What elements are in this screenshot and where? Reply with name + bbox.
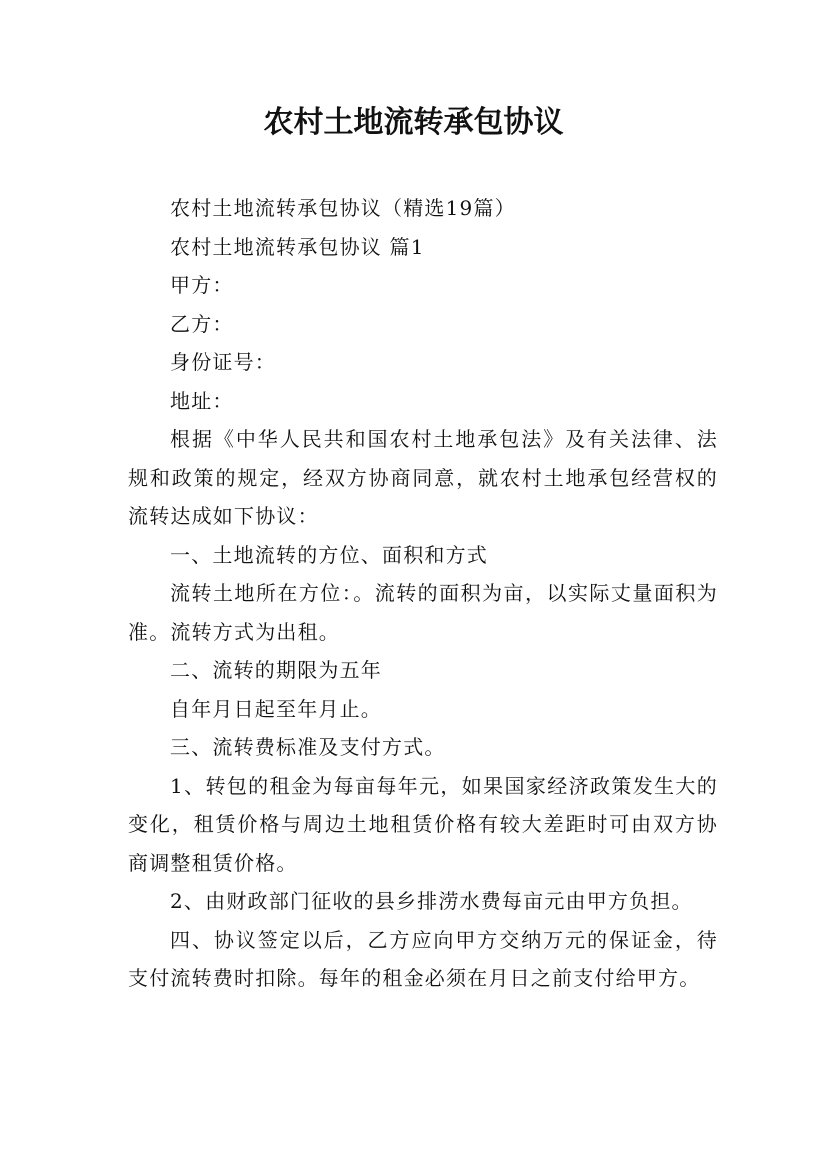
paragraph-clause-2: 二、流转的期限为五年 xyxy=(170,658,382,682)
paragraph-drainage-fee: 2、由财政部门征收的县乡排涝水费每亩元由甲方负担。 xyxy=(170,889,693,913)
document-title: 农村土地流转承包协议 xyxy=(263,105,564,140)
paragraph-clause-1: 一、土地流转的方位、面积和方式 xyxy=(170,542,488,567)
paragraph-section-heading: 农村土地流转承包协议 篇1 xyxy=(170,234,425,259)
paragraph-party-b: 乙方： xyxy=(170,311,234,336)
paragraph-id-number: 身份证号： xyxy=(170,350,276,374)
document-body xyxy=(128,189,718,998)
paragraph-subtitle: 农村土地流转承包协议（精选19篇） xyxy=(170,196,516,220)
paragraph-clause-3: 三、流转费标准及支付方式。 xyxy=(170,735,446,759)
paragraph-rent: 1、转包的租金为每亩每年元，如果国家经济政策发生大的变化，租赁价格与周边土地租赁价格有较大差距时可由双方协商调整租赁价格。 xyxy=(128,773,718,875)
paragraph-location-area: 流转土地所在方位：。流转的面积为亩，以实际丈量面积为准。流转方式为出租。 xyxy=(128,581,718,644)
paragraph-basis: 根据《中华人民共和国农村土地承包法》及有关法律、法规和政策的规定，经双方协商同意，就农村土地承包经营权的流转达成如下协议： xyxy=(128,427,718,528)
paragraph-term: 自年月日起至年月止。 xyxy=(170,696,382,721)
paragraph-address: 地址： xyxy=(170,388,234,413)
paragraph-clause-4: 四、协议签定以后，乙方应向甲方交纳万元的保证金，待支付流转费时扣除。每年的租金必须在月日之前支付给甲方。 xyxy=(128,927,718,990)
paragraph-party-a: 甲方： xyxy=(170,273,234,297)
